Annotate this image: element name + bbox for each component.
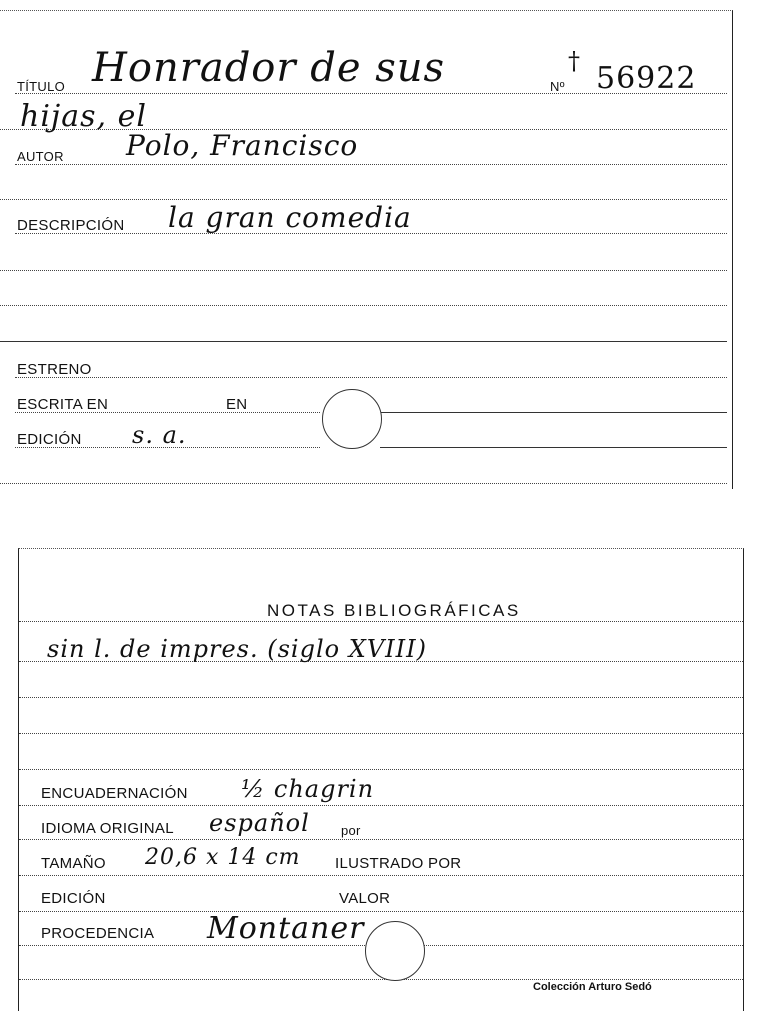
titulo-label: TÍTULO	[17, 79, 66, 94]
rule-edicion-right	[380, 447, 727, 448]
autor-value: Polo, Francisco	[126, 129, 359, 162]
autor-label: AUTOR	[17, 149, 64, 164]
rule-bottom	[0, 483, 727, 484]
encuadernacion-label: ENCUADERNACIÓN	[41, 785, 188, 802]
titulo-value-line2: hijas, el	[20, 99, 147, 134]
descripcion-value: la gran comedia	[168, 201, 412, 234]
rule-tamano	[19, 875, 743, 876]
numero-value: 56922	[596, 61, 697, 96]
valor-label: VALOR	[339, 890, 391, 907]
front-card	[0, 10, 733, 489]
estreno-label: ESTRENO	[17, 361, 92, 378]
notas-heading: NOTAS BIBLIOGRÁFICAS	[267, 601, 521, 620]
rule-notes-4	[19, 733, 743, 734]
back-stamp-circle	[365, 921, 425, 981]
rule-estreno	[15, 377, 727, 378]
escrita-en-label: ESCRITA EN	[17, 396, 109, 413]
rule-blank-3	[0, 305, 727, 306]
back-card	[18, 548, 744, 1011]
edicion-value: s. a.	[132, 421, 187, 449]
en-label: EN	[226, 396, 248, 413]
rule-notes-5	[19, 769, 743, 770]
por-label: por	[341, 823, 361, 838]
procedencia-value: Montaner	[207, 911, 365, 946]
front-stamp-circle	[322, 389, 382, 449]
descripcion-label: DESCRIPCIÓN	[17, 217, 125, 234]
rule-blank-back	[19, 979, 743, 980]
edicion-label: EDICIÓN	[17, 431, 82, 448]
rule-notes-1	[19, 621, 743, 622]
titulo-value-line1: Honrador de sus	[92, 45, 446, 91]
edicion-back-label: EDICIÓN	[41, 890, 106, 907]
rule-notes-3	[19, 697, 743, 698]
rule-blank-2	[0, 270, 727, 271]
tamano-label: TAMAÑO	[41, 855, 106, 872]
tamano-value: 20,6 x 14 cm	[145, 845, 301, 870]
idioma-value: español	[209, 809, 310, 837]
dagger-mark: †	[568, 47, 580, 75]
rule-divider	[0, 341, 727, 342]
rule-escrita-right	[380, 412, 727, 413]
rule-encuadernacion	[19, 805, 743, 806]
collection-credit: Colección Arturo Sedó	[533, 981, 652, 993]
rule-autor	[15, 164, 727, 165]
rule-blank-1	[0, 199, 727, 200]
notas-value: sin l. de impres. (siglo XVIII)	[47, 635, 427, 663]
rule-edicion-back	[19, 911, 743, 912]
encuadernacion-value: ½ chagrin	[241, 775, 375, 803]
rule-idioma	[19, 839, 743, 840]
procedencia-label: PROCEDENCIA	[41, 925, 155, 942]
idioma-label: IDIOMA ORIGINAL	[41, 820, 174, 837]
numero-label: Nº	[550, 79, 565, 94]
ilustrado-label: ILUSTRADO POR	[335, 855, 462, 872]
